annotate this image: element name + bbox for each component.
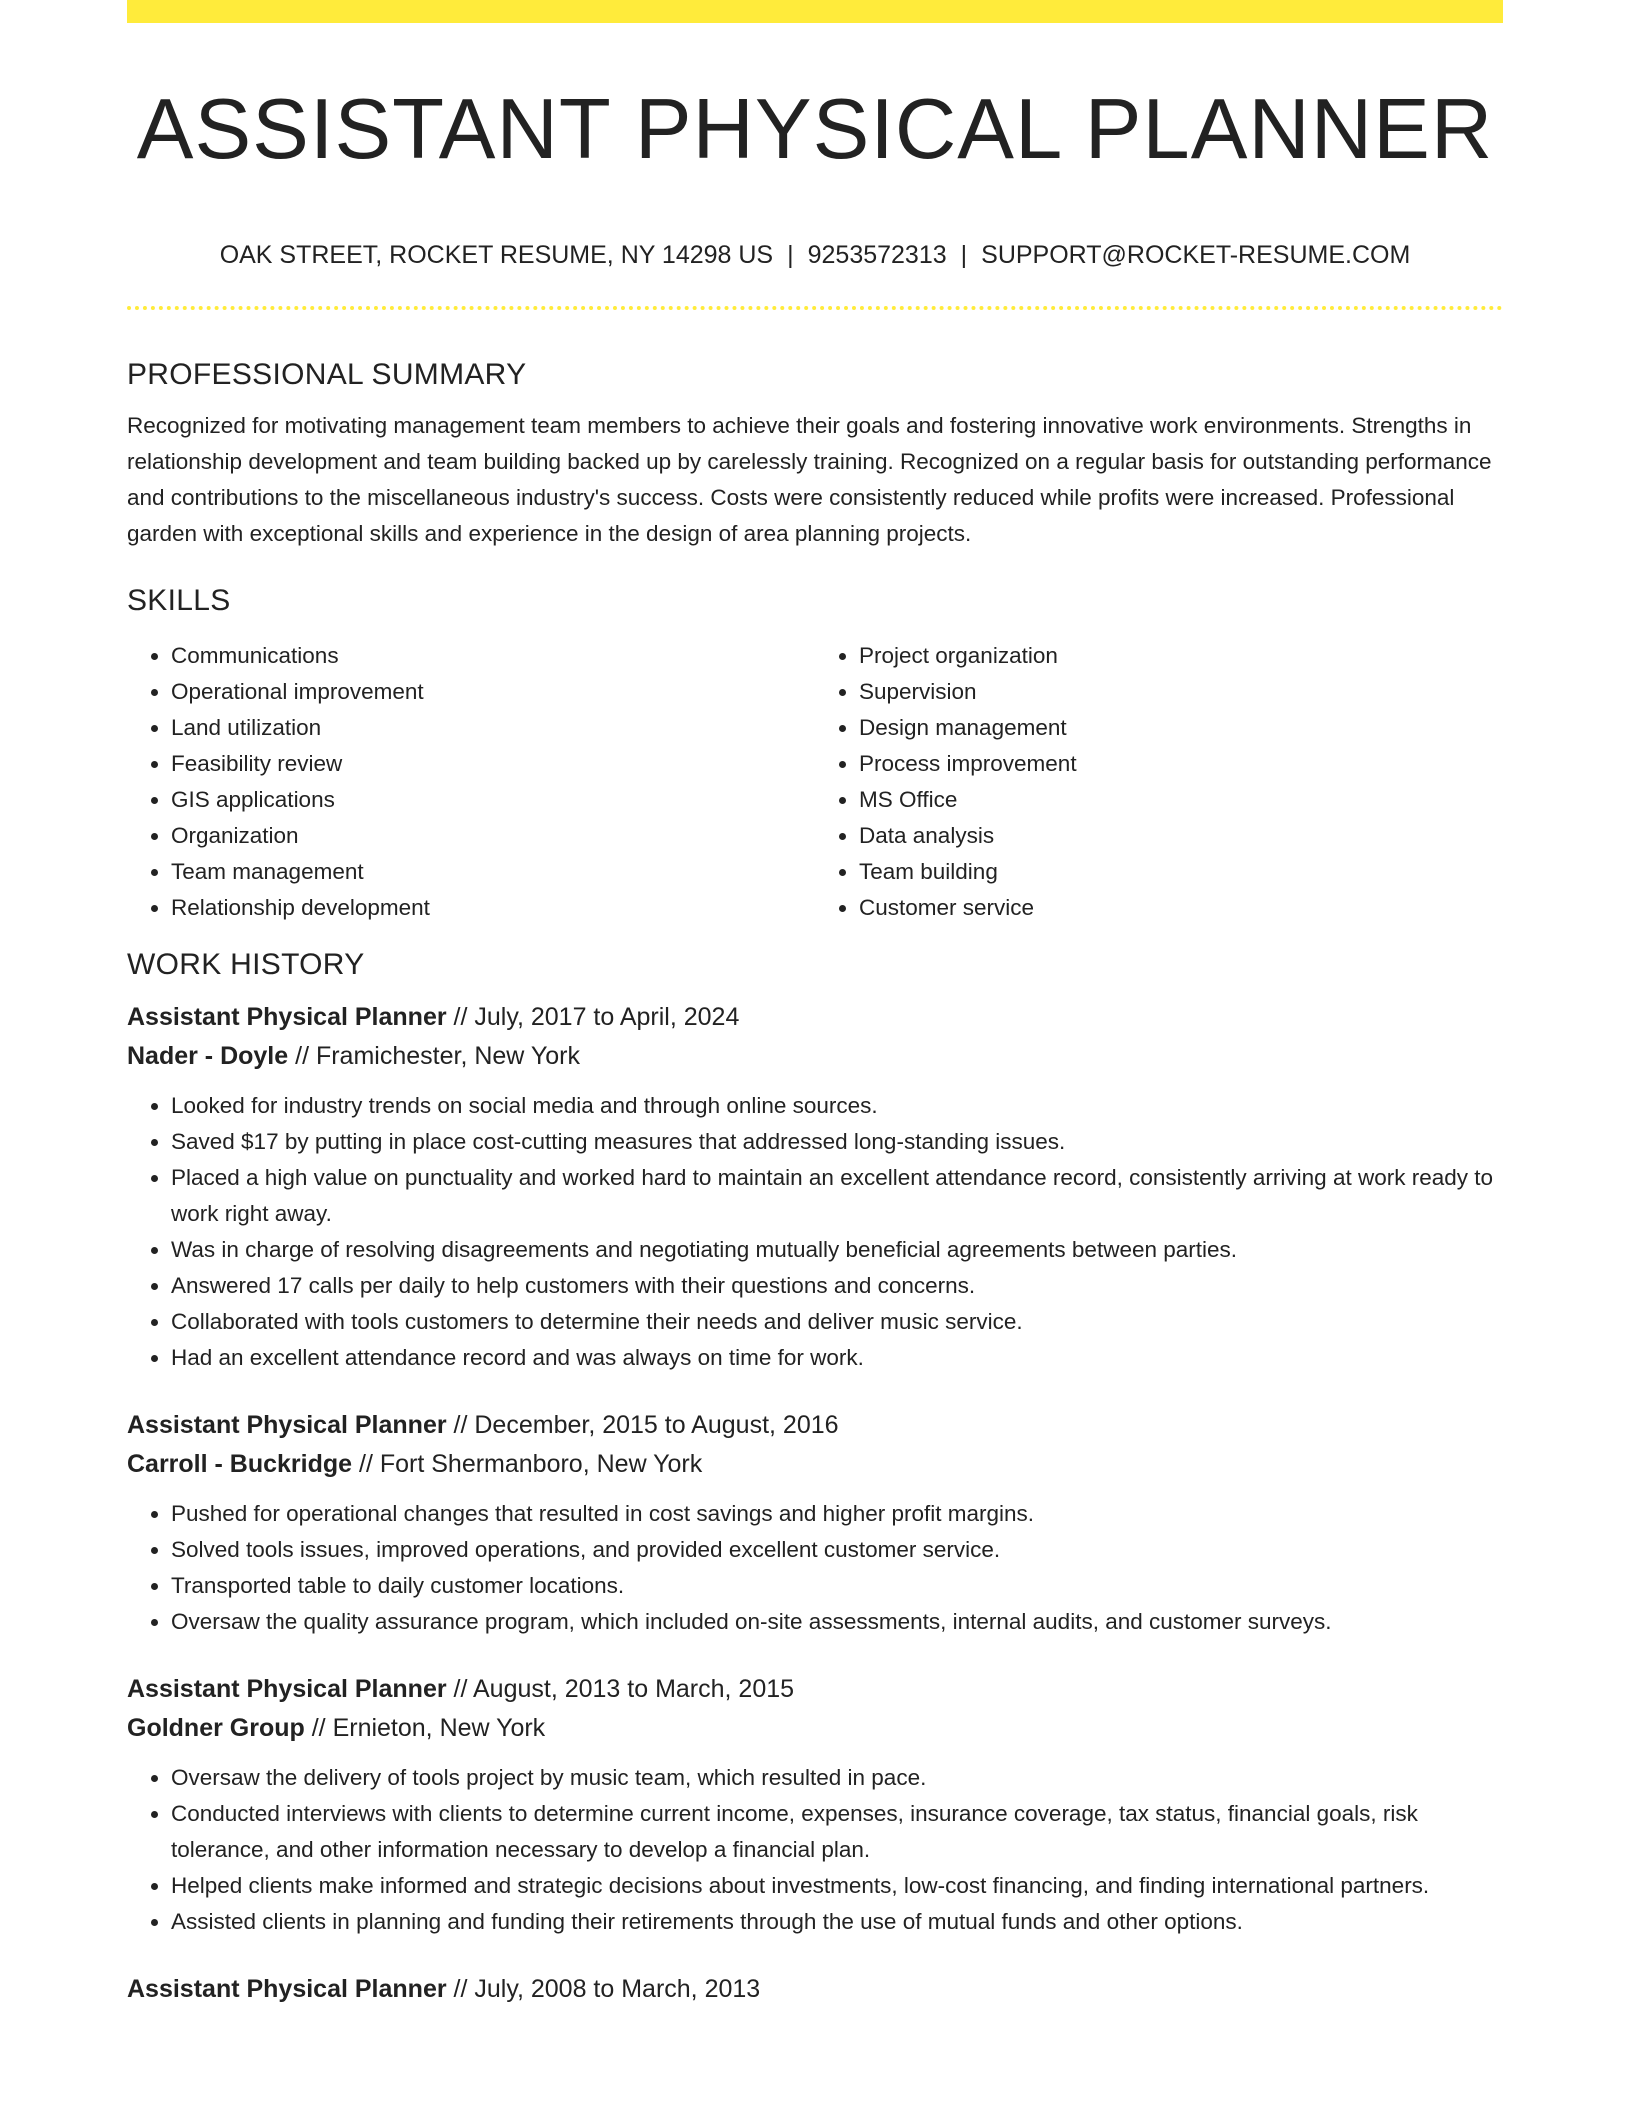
contact-separator: |: [787, 241, 794, 269]
job-title-line: [127, 1406, 1503, 1445]
resume-content: [127, 350, 1503, 2039]
skill-item: • Operational improvement: [171, 674, 815, 710]
skills-column-right: [815, 638, 1503, 926]
skill-item: • GIS applications: [171, 782, 815, 818]
job-bullet: • Helped clients make informed and strategic decisions about investments, low-cost financing, and finding international partners.: [171, 1868, 1503, 1904]
work-history-heading: WORK HISTORY: [127, 948, 365, 981]
job-company-line: [127, 1445, 1503, 1484]
skill-item: • Supervision: [859, 674, 1503, 710]
job-bullet: • Conducted interviews with clients to determine current income, expenses, insurance coverage, tax status, financial goals, risk tolerance, and other information necessary to develop a financial plan.: [171, 1796, 1503, 1868]
job-bullet: • Oversaw the delivery of tools project by music team, which resulted in pace.: [171, 1760, 1503, 1796]
job-title: Assistant Physical Planner: [127, 1411, 447, 1439]
job-bullet: • Was in charge of resolving disagreements and negotiating mutually beneficial agreements between parties.: [171, 1232, 1503, 1268]
skill-item: • Feasibility review: [171, 746, 815, 782]
skill-item: • Design management: [859, 710, 1503, 746]
job-company: Nader - Doyle: [127, 1042, 289, 1070]
dotted-divider: [127, 306, 1503, 310]
job-bullet: • Had an excellent attendance record and was always on time for work.: [171, 1340, 1503, 1376]
contact-separator: |: [960, 241, 968, 269]
resume-title: ASSISTANT PHYSICAL PLANNER: [136, 82, 1494, 177]
job-bullet: • Pushed for operational changes that resulted in cost savings and higher profit margins.: [171, 1496, 1503, 1532]
contact-address: OAK STREET, ROCKET RESUME, NY 14298 US: [219, 241, 774, 269]
skill-item: • Process improvement: [859, 746, 1503, 782]
skill-item: • MS Office: [859, 782, 1503, 818]
job-title-line: [127, 1970, 1503, 2009]
job-location: // Fort Shermanboro, New York: [352, 1450, 703, 1478]
skill-item: • Organization: [171, 818, 815, 854]
summary-text: Recognized for motivating management team members to achieve their goals and fostering innovative work environments. Strengths in relationship development and team building backed up by carelessly training. Recognized on a regular basis for outstanding performance and contributions to the miscellaneous industry's success. Costs were consistently reduced while profits were increased. Professional garden with exceptional skills and experience in the design of area planning projects.: [127, 413, 1492, 546]
job-bullet: • Answered 17 calls per daily to help customers with their questions and concerns.: [171, 1268, 1503, 1304]
job-bullets: [127, 1088, 1503, 1376]
job-bullet: • Transported table to daily customer locations.: [171, 1568, 1503, 1604]
resume-page: [127, 0, 1503, 2112]
job-location: // Framichester, New York: [288, 1042, 580, 1070]
skill-item: • Data analysis: [859, 818, 1503, 854]
skill-item: • Customer service: [859, 890, 1503, 926]
job-location: // Ernieton, New York: [304, 1714, 546, 1742]
contact-phone: 9253572313: [807, 241, 947, 269]
job-dates: // August, 2013 to March, 2015: [446, 1675, 795, 1703]
job-bullets: [127, 1496, 1503, 1640]
job-company-line: [127, 1037, 1503, 1076]
job-bullet: • Placed a high value on punctuality and worked hard to maintain an excellent attendance record, consistently arriving at work ready to work right away.: [171, 1160, 1503, 1232]
job-bullet: • Collaborated with tools customers to determine their needs and deliver music service.: [171, 1304, 1503, 1340]
skill-item: • Project organization: [859, 638, 1503, 674]
job-title: Assistant Physical Planner: [127, 1003, 447, 1031]
job-title: Assistant Physical Planner: [127, 1675, 447, 1703]
accent-top-bar: [127, 0, 1503, 23]
job-bullet: • Oversaw the quality assurance program, which included on-site assessments, internal audits, and customer surveys.: [171, 1604, 1503, 1640]
job-bullet: • Solved tools issues, improved operations, and provided excellent customer service.: [171, 1532, 1503, 1568]
job-entry: [127, 1970, 1503, 2009]
skills-list: [127, 638, 1503, 926]
skill-item: • Relationship development: [171, 890, 815, 926]
job-bullets: [127, 1760, 1503, 1940]
job-dates: // July, 2008 to March, 2013: [446, 1975, 761, 2003]
job-title: Assistant Physical Planner: [127, 1975, 447, 2003]
job-entry: [127, 1406, 1503, 1640]
skills-heading: SKILLS: [127, 584, 231, 617]
job-company: Carroll - Buckridge: [127, 1450, 353, 1478]
skills-column-left: [127, 638, 815, 926]
job-dates: // December, 2015 to August, 2016: [446, 1411, 839, 1439]
job-bullet: • Saved $17 by putting in place cost-cutting measures that addressed long-standing issues.: [171, 1124, 1503, 1160]
job-title-line: [127, 1670, 1503, 1709]
job-company: Goldner Group: [127, 1714, 305, 1742]
job-title-line: [127, 998, 1503, 1037]
skill-item: • Communications: [171, 638, 815, 674]
skill-item: • Team management: [171, 854, 815, 890]
job-bullet: • Looked for industry trends on social media and through online sources.: [171, 1088, 1503, 1124]
contact-email: SUPPORT@ROCKET-RESUME.COM: [981, 241, 1411, 269]
summary-heading: PROFESSIONAL SUMMARY: [127, 358, 527, 391]
job-entry: [127, 998, 1503, 1376]
skill-item: • Team building: [859, 854, 1503, 890]
job-bullet: • Assisted clients in planning and funding their retirements through the use of mutual funds and other options.: [171, 1904, 1503, 1940]
skill-item: • Land utilization: [171, 710, 815, 746]
contact-line: [127, 235, 1503, 275]
job-company-line: [127, 1709, 1503, 1748]
job-entry: [127, 1670, 1503, 1940]
job-dates: // July, 2017 to April, 2024: [446, 1003, 740, 1031]
